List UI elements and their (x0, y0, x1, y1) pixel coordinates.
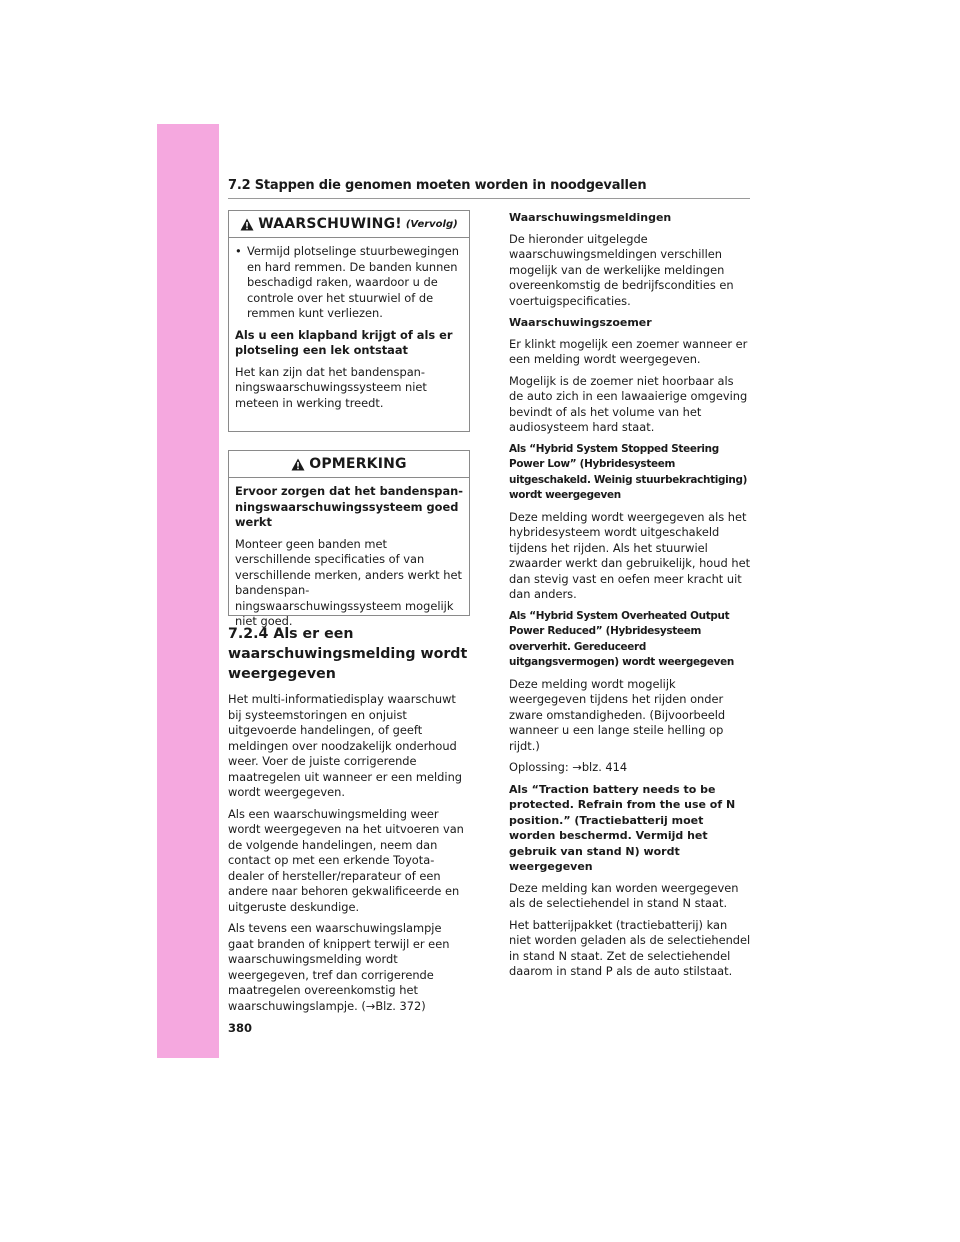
note-heading: Ervoor zorgen dat het bandenspan-ningswaarschuwingssysteem goed werkt (235, 484, 463, 529)
paragraph: Het batterijpakket (tractiebatterij) kan niet worden geladen als de selectiehendel in stand N staat. Zet de selectiehendel daarom in stand P als de auto stilstaat. (509, 917, 751, 978)
paragraph: Mogelijk is de zoemer niet hoorbaar als de auto zich in een lawaaierige omgeving bevindt of als het volume van het audiosysteem hard staat. (509, 373, 748, 434)
page-number: 380 (228, 1021, 253, 1035)
section-paragraph: Als tevens een waarschuwingslampje gaat branden of knippert terwijl er een waarschuwingsmelding wordt weergegeven, tref dan corrigerende maatregelen overeenkomstig het waarschuwingslampje. (→Blz. 372) (228, 921, 450, 1013)
warning-subtitle: (Vervolg) (405, 218, 458, 230)
paragraph: Oplossing: →blz. 414 (509, 760, 628, 774)
note-title: OPMERKING (309, 456, 407, 472)
bullet-dot: • (235, 244, 242, 258)
paragraph: Deze melding kan worden weergegeven als de selectiehendel in stand N staat. (509, 880, 739, 910)
note-box (228, 450, 470, 628)
warning-triangle-icon (240, 218, 254, 231)
note-body: Monteer geen banden met verschillende specificaties of van verschillende merken, anders werkt het bandenspan-ningswaarschuwingssysteem mogelijk niet goed. (235, 536, 462, 628)
paragraph: Deze melding wordt weergegeven als het hybridesysteem wordt uitgeschakeld tijdens het rijden. Als het stuurwiel zwaarder werkt dan gebruikelijk, houd het dan stevig vast en oefen meer kracht uit dan anders. (509, 509, 751, 601)
page-header: 7.2 Stappen die genomen moeten worden in noodgevallen (228, 178, 647, 193)
section-paragraph: Het multi-informatiedisplay waarschuwt bij systeemstoringen en onjuist uitgevoerde handelingen, of geeft meldingen over noodzakelijk onderhoud weer. Voer de juiste corrigerende maatregelen uit wanneer er een melding wordt weergegeven. (228, 692, 463, 799)
message-heading: Als “Hybrid System Overheated Output Power Reduced” (Hybridesysteem oververhit. Gereduceerd uitgangsvermogen) wordt weergegeven (509, 609, 734, 668)
section-paragraph: Als een waarschuwingsmelding weer wordt weergegeven na het uitvoeren van de volgende handelingen, neem dan contact op met een erkende Toyota-dealer of hersteller/reparateur of een andere naar behoren gekwalificeerde en uitgeruste deskundige. (228, 806, 464, 914)
paragraph: Er klinkt mogelijk een zoemer wanneer er een melding wordt weergegeven. (509, 336, 748, 366)
section-heading: 7.2.4 Als er een waarschuwingsmelding wordt weergegeven (228, 626, 468, 682)
warning-bullet-text: Vermijd plotselinge stuurbewegingen en hard remmen. De banden kunnen beschadigd raken, waardoor u de controle over het stuurwiel of de remmen kunt verliezen. (247, 244, 460, 320)
message-heading: Als “Hybrid System Stopped Steering Power Low” (Hybridesysteem uitgeschakeld. Weinig stuurbekrachtiging) wordt weergegeven (509, 442, 748, 501)
subheading: Waarschuwingszoemer (509, 316, 652, 329)
right-column (509, 210, 751, 986)
message-heading: Als “Traction battery needs to be protected. Refrain from the use of N position.” (Tractiebatterij moet worden beschermd. Vermijd het gebruik van stand N) wordt weergegeven (509, 782, 736, 873)
warning-triangle-icon (291, 458, 305, 471)
warning-heading: Als u een klapband krijgt of als er plotseling een lek ontstaat (235, 327, 453, 357)
chapter-tab (157, 124, 219, 1058)
warning-body: Het kan zijn dat het bandenspan-ningswaarschuwingssysteem niet meteen in werking treedt. (235, 364, 427, 410)
left-column (228, 210, 470, 1020)
paragraph: Deze melding wordt mogelijk weergegeven tijdens het rijden onder zware omstandigheden. (Bijvoorbeeld wanneer u een lange steile helling op rijdt.) (509, 676, 726, 753)
warning-box-header (229, 211, 469, 238)
subheading: Waarschuwingsmeldingen (509, 211, 672, 224)
warning-title: WAARSCHUWING! (258, 216, 402, 232)
warning-box (228, 210, 470, 432)
warning-bullet (235, 244, 463, 322)
note-box-header (229, 451, 469, 478)
paragraph: De hieronder uitgelegde waarschuwingsmeldingen verschillen mogelijk van de werkelijke meldingen overeenkomstig de bedrijfscondities en voertuigspecificaties. (509, 231, 734, 308)
header-divider (228, 198, 750, 199)
